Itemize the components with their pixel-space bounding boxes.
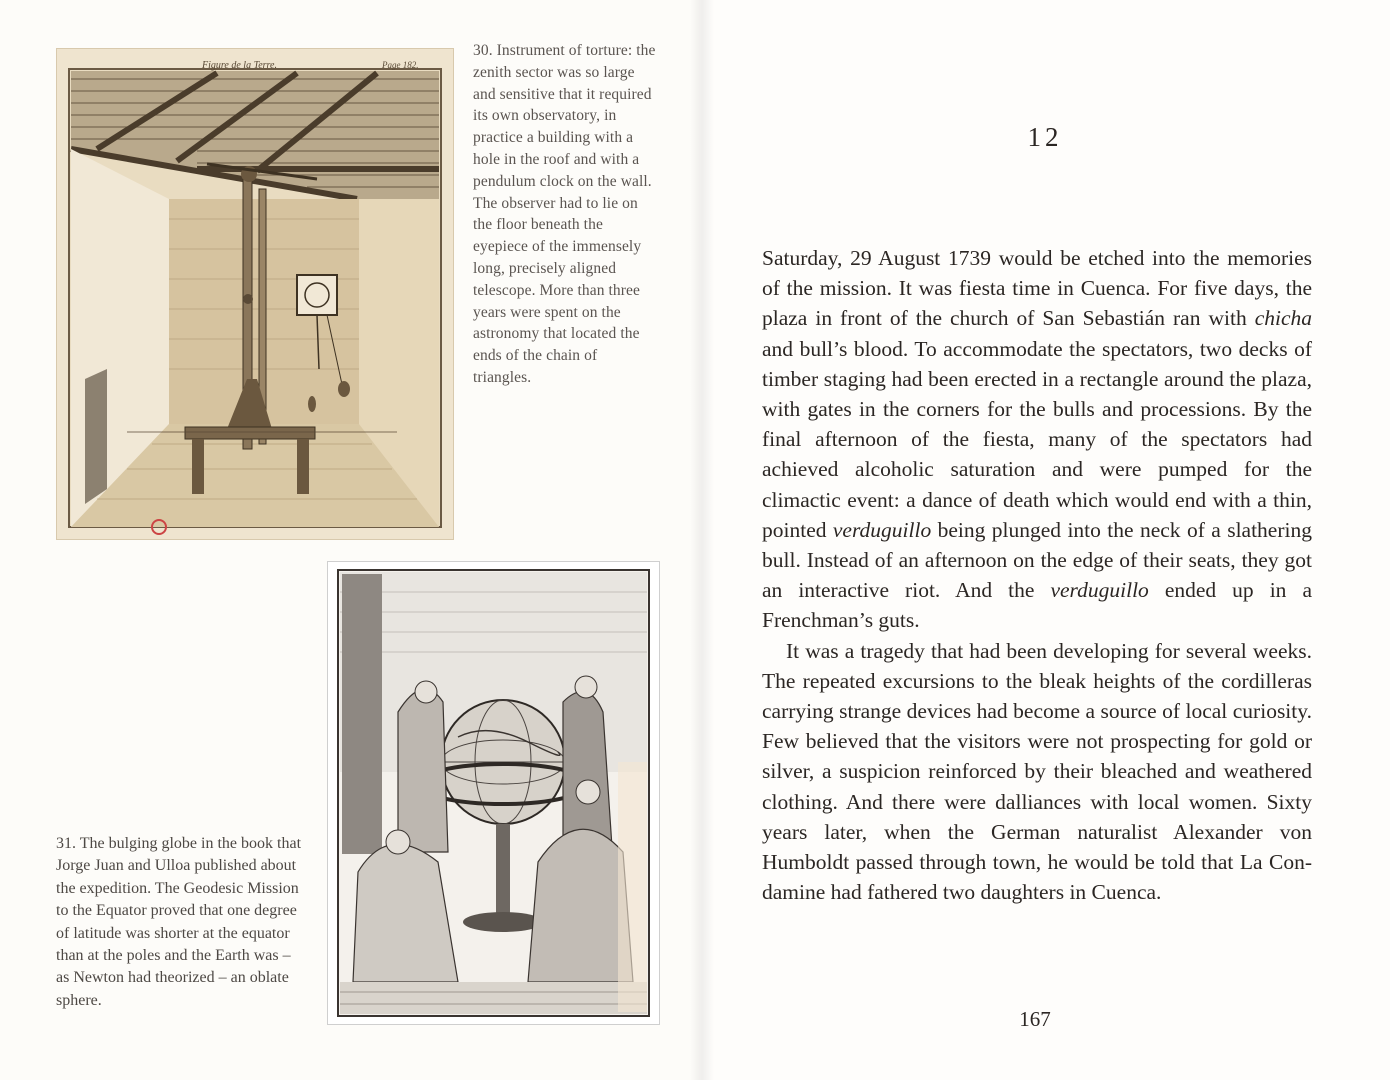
plate-header-right: Page 182. [382,60,419,70]
paragraph-1-part-d: ended up in a Frenchman’s guts. [762,578,1312,633]
book-gutter [690,0,714,1080]
paragraph-1-part-b: and bull’s blood. To accommodate the spectators, two decks of timber staging had been erected in a rectangle around the plaza, with gates in the corners for the bulls and processions. By the final afternoon of the fiesta, many of the spectators had achieved alcoholic saturation and were pumped for the climactic event: a dance of death which would end with a thin, pointed [762,336,1312,542]
page-number: 167 [1019,1007,1051,1031]
plate-30-caption-text: 30. Instrument of torture: the zenith sector was so large and sensitive that it required its own observatory, in practice a building with a hole in the roof and with a pendulum clock on the wall. The observer had to lie on the floor beneath the eyepiece of the immensely long, precisely aligned telescope. More than three years were spent on the astronomy that located the ends of the chain of triangles. [473,42,656,386]
plate-30-engraving [56,48,454,540]
plate-30-caption [473,40,658,389]
paragraph-1-part-c: being plunged into the neck of a slathering bull. Instead of an afternoon on the edge of their seats, they got an interactive riot. And the [762,517,1312,603]
chapter-body-text [762,243,1312,907]
plate-header-left: Figure de la Terre. [202,60,277,71]
italic-verduguillo-1: verduguillo [832,517,932,542]
paragraph-1-part-a: Saturday, 29 August 1739 would be etched into the memories of the mission. It was fiesta time in Cuenca. For five days, the plaza in front of the church of San Sebastián ran with [762,246,1312,331]
italic-verduguillo-2: verduguillo [1050,578,1149,603]
paragraph-1 [762,243,1312,636]
italic-chicha: chicha [1254,306,1312,331]
paragraph-2: It was a tragedy that had been developing for several weeks. The repeated excursions to the bleak heights of the cordilleras carrying strange devices had become a source of local curiosity. Few believed that the visitors were not prospecting for gold or silver, a suspicion reinforced by their bleached and weathered clothing. And there were dalliances with local women. Sixty years later, when the German naturalist Alexander von Humboldt passed through town, he would be told that La Condamine had fathered two daughters in Cuenca. [762,638,1312,905]
plate-31-caption-text: 31. The bulging globe in the book that Jorge Juan and Ulloa published about the expedition. The Geodesic Mission to the Equator proved that one degree of latitude was shorter at the equator than at the poles and the Earth was – as Newton had theorized – an oblate sphere. [56,835,302,1009]
chapter-number: 12 [1027,122,1063,152]
plate-31-caption [56,833,306,1012]
plate-31-engraving [327,561,660,1025]
